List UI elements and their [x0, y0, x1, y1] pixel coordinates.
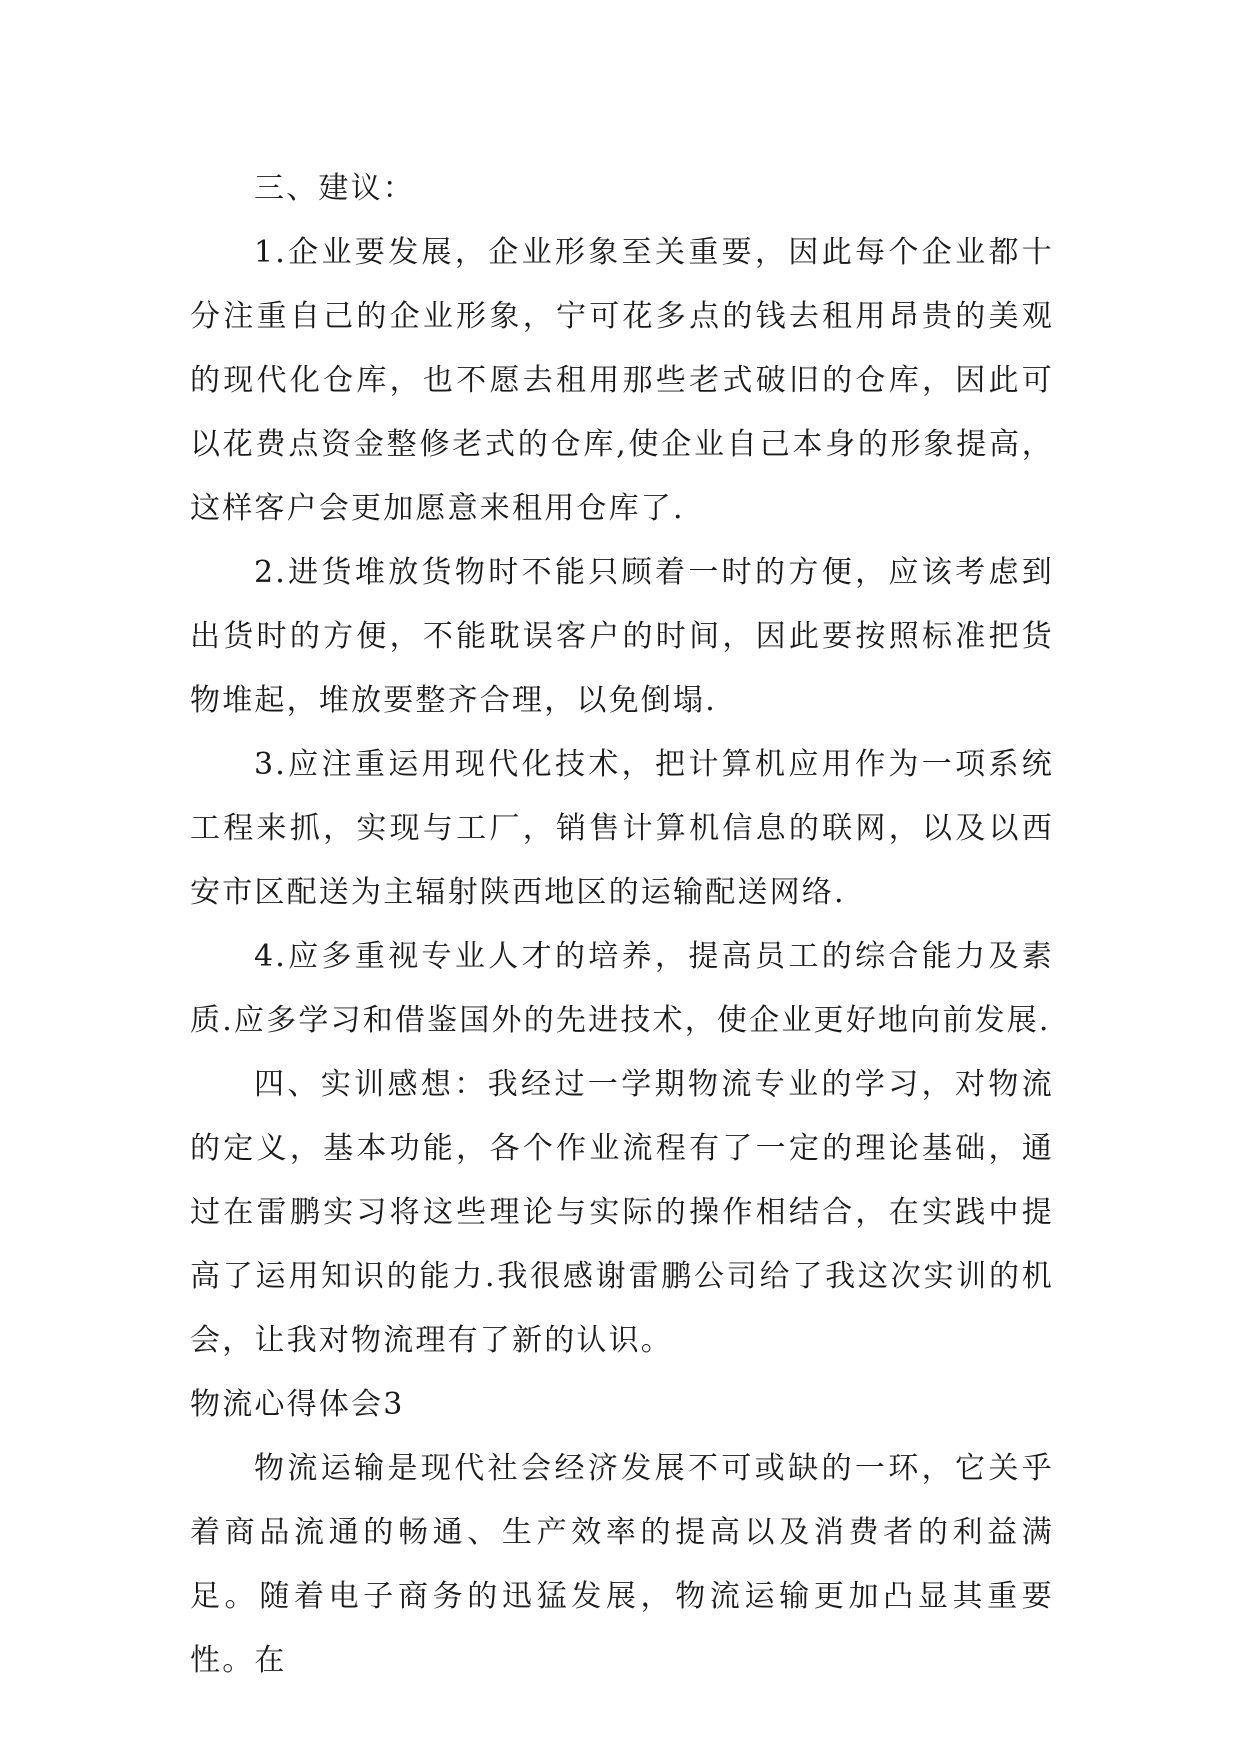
section-title: 物流心得体会3	[190, 1387, 405, 1422]
document-body	[190, 157, 1054, 1693]
paragraph-suggestion-3: 3.应注重运用现代化技术，把计算机应用作为一项系统工程来抓，实现与工厂，销售计算机信息的联网，以及以西安市区配送为主辐射陕西地区的运输配送网络.	[190, 747, 1054, 910]
paragraph-logistics-intro: 物流运输是现代社会经济发展不可或缺的一环，它关乎着商品流通的畅通、生产效率的提高以及消费者的利益满足。随着电子商务的迅猛发展，物流运输更加凸显其重要性。在	[190, 1451, 1054, 1678]
paragraph-suggestion-2: 2.进货堆放货物时不能只顾着一时的方便，应该考虑到出货时的方便，不能耽误客户的时间，因此要按照标准把货物堆起，堆放要整齐合理，以免倒塌.	[190, 555, 1054, 718]
paragraph-training-reflection: 四、实训感想：我经过一学期物流专业的学习，对物流的定义，基本功能，各个作业流程有了一定的理论基础，通过在雷鹏实习将这些理论与实际的操作相结合，在实践中提高了运用知识的能力.我很感谢雷鹏公司给了我这次实训的机会，让我对物流理有了新的认识。	[190, 1067, 1054, 1358]
paragraph-suggestion-1: 1.企业要发展，企业形象至关重要，因此每个企业都十分注重自己的企业形象，宁可花多点的钱去租用昂贵的美观的现代化仓库，也不愿去租用那些老式破旧的仓库，因此可以花费点资金整修老式的仓库,使企业自己本身的形象提高，这样客户会更加愿意来租用仓库了.	[190, 235, 1054, 526]
paragraph-suggestions-heading: 三、建议：	[254, 171, 415, 206]
paragraph-suggestion-4: 4.应多重视专业人才的培养，提高员工的综合能力及素质.应多学习和借鉴国外的先进技术，使企业更好地向前发展.	[190, 939, 1054, 1038]
